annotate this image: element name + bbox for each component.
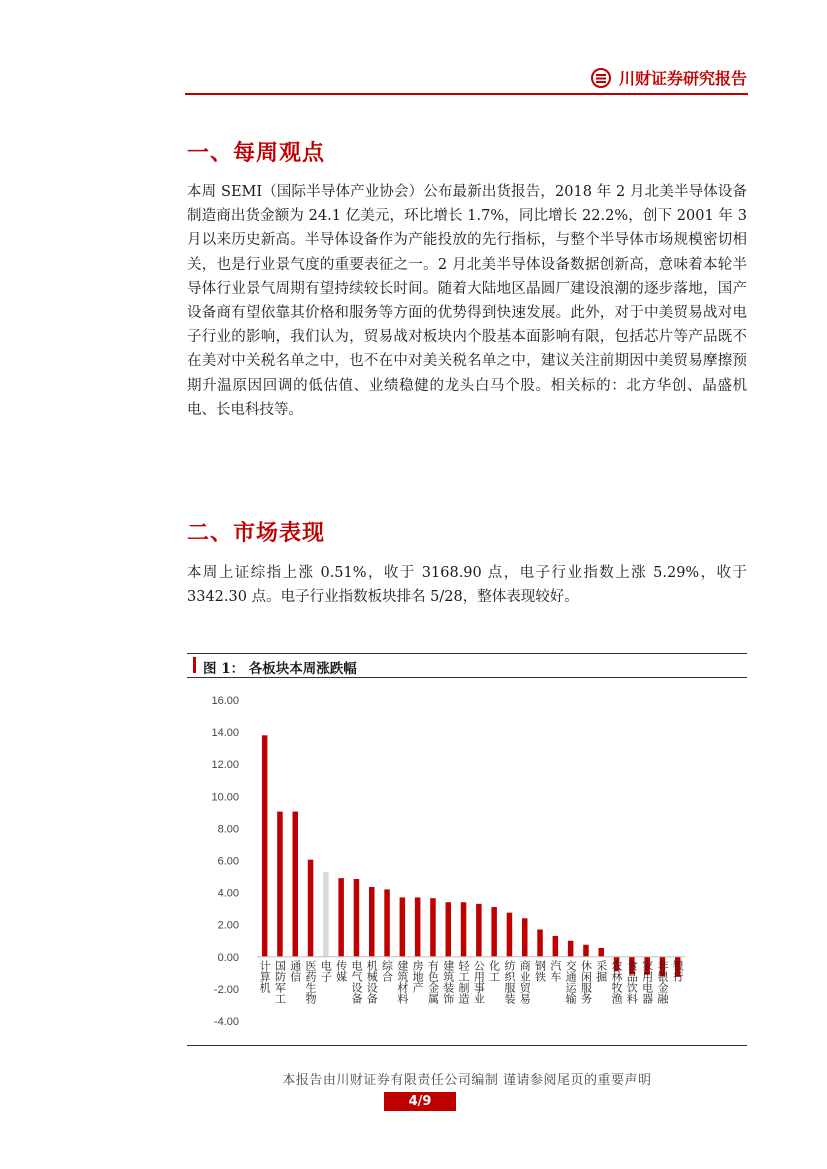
- bar-23: [599, 948, 605, 957]
- x-tick-label: 钢铁: [533, 959, 547, 982]
- bar-16: [491, 907, 497, 957]
- market-performance-paragraph: 本周上证综指上涨 0.51%，收于 3168.90 点，电子行业指数上涨 5.29%，收于 3342.30 点。电子行业指数板块排名 5/28，整体表现较好。: [187, 565, 747, 606]
- y-tick-label: 8.00: [217, 823, 239, 836]
- page-number: 4/9: [384, 1092, 456, 1111]
- brand-name: 川财证券研究报告: [618, 69, 747, 88]
- bar-22: [583, 945, 589, 957]
- bar-17: [507, 913, 513, 957]
- bar-21: [568, 941, 574, 957]
- x-tick-label: 计算机: [258, 959, 272, 993]
- bar-15: [476, 904, 482, 957]
- y-tick-label: 2.00: [217, 919, 239, 932]
- figure-title: 图 1： 各板块本周涨跌幅: [203, 661, 357, 677]
- bar-13: [446, 902, 452, 957]
- company-logo-icon: [591, 68, 611, 88]
- y-tick-label: -4.00: [213, 1016, 239, 1028]
- section-title-weekly-view: 一、每周观点: [187, 140, 326, 166]
- bar-20: [553, 936, 559, 957]
- x-tick-label: 食品饮料: [625, 959, 639, 1004]
- x-tick-label: 综合: [380, 959, 394, 982]
- bar-14: [461, 902, 467, 957]
- x-tick-label: 纺织服装: [502, 959, 516, 1004]
- bar-8: [369, 887, 375, 957]
- section-title-market-performance: 二、市场表现: [187, 520, 326, 546]
- bar-9: [384, 889, 390, 956]
- figure-title-marker: [193, 657, 196, 673]
- x-tick-label: 国防军工: [273, 959, 287, 1004]
- x-tick-label: 电子: [319, 959, 333, 982]
- x-tick-label: 建筑材料: [395, 959, 409, 1004]
- x-tick-label: 化工: [487, 959, 501, 982]
- bar-5: [323, 872, 329, 957]
- x-tick-label: 传媒: [334, 959, 348, 982]
- figure-bottom-rule: [187, 1045, 747, 1046]
- x-tick-label: 商业贸易: [518, 959, 532, 1004]
- x-tick-label: 家用电器: [640, 959, 654, 1004]
- x-tick-label: 轻工制造: [457, 959, 471, 1004]
- x-tick-label: 建筑装饰: [441, 959, 455, 1004]
- x-tick-label: 休闲服务: [579, 959, 593, 1004]
- bar-6: [338, 878, 344, 957]
- y-tick-label: 12.00: [211, 759, 239, 772]
- y-tick-label: 4.00: [217, 887, 239, 900]
- x-tick-label: 非银金融: [655, 959, 669, 1004]
- x-tick-label: 采掘: [594, 959, 608, 982]
- y-tick-label: 14.00: [211, 727, 239, 740]
- bar-11: [415, 897, 421, 956]
- x-tick-label: 公用事业: [472, 959, 486, 1004]
- x-tick-label: 汽车: [548, 959, 562, 982]
- x-tick-label: 机械设备: [365, 959, 379, 1004]
- bar-19: [537, 930, 543, 957]
- x-tick-label: 电气设备: [349, 959, 363, 1004]
- x-tick-label: 房地产: [411, 959, 425, 993]
- y-tick-label: 6.00: [217, 855, 239, 868]
- x-tick-label: 银行: [671, 959, 685, 982]
- header-divider: [185, 93, 748, 95]
- y-tick-label: 0.00: [217, 951, 239, 964]
- y-tick-label: 10.00: [211, 791, 239, 804]
- bar-7: [354, 879, 360, 957]
- bar-4: [308, 860, 314, 957]
- figure-title-rule: [187, 677, 747, 678]
- x-tick-label: 通信: [288, 959, 302, 982]
- footer-disclaimer: 本报告由川财证券有限责任公司编制 谨请参阅尾页的重要声明: [282, 1073, 652, 1088]
- bar-18: [522, 918, 528, 957]
- bar-2: [277, 812, 283, 957]
- x-tick-label: 农林牧渔: [610, 959, 624, 1004]
- x-tick-label: 交通运输: [564, 959, 578, 1004]
- header-brand: [591, 66, 747, 89]
- sector-change-bar-chart: [187, 680, 747, 1050]
- figure-top-rule: [187, 653, 747, 654]
- y-tick-label: 16.00: [211, 695, 239, 707]
- weekly-view-paragraph: 本周 SEMI（国际半导体产业协会）公布最新出货报告，2018 年 2 月北美半导体设备制造商出货金额为 24.1 亿美元，环比增长 1.7%，同比增长 22.2%，创下 2001 年 3 月以来历史新高。半导体设备作为产能投放的先行指标，与整个半导体市场规模密切相关，也是行业景气度的重要表征之一。2 月北美半导体设备数据创新高，意味着本轮半导体行业景气周期有望持续较长时间。随着大陆地区晶圆厂建设浪潮的逐步落地，国产设备商有望依靠其价格和服务等方面的优势得到快速发展。此外，对于中美贸易战对电子行业的影响，我们认为，贸易战对板块内个股基本面影响有限，包括芯片等产品既不在美对中关税名单之中，也不在中对美关税名单之中，建议关注前期因中美贸易摩擦预期升温原因回调的低估值、业绩稳健的龙头白马个股。相关标的：北方华创、晶盛机电、长电科技等。: [187, 184, 747, 418]
- bar-1: [262, 735, 268, 956]
- bar-3: [293, 812, 299, 957]
- y-tick-label: -2.00: [213, 983, 239, 996]
- x-tick-label: 医药生物: [304, 959, 318, 1004]
- bar-10: [400, 897, 406, 956]
- x-tick-label: 有色金属: [426, 959, 440, 1004]
- bar-12: [430, 898, 436, 957]
